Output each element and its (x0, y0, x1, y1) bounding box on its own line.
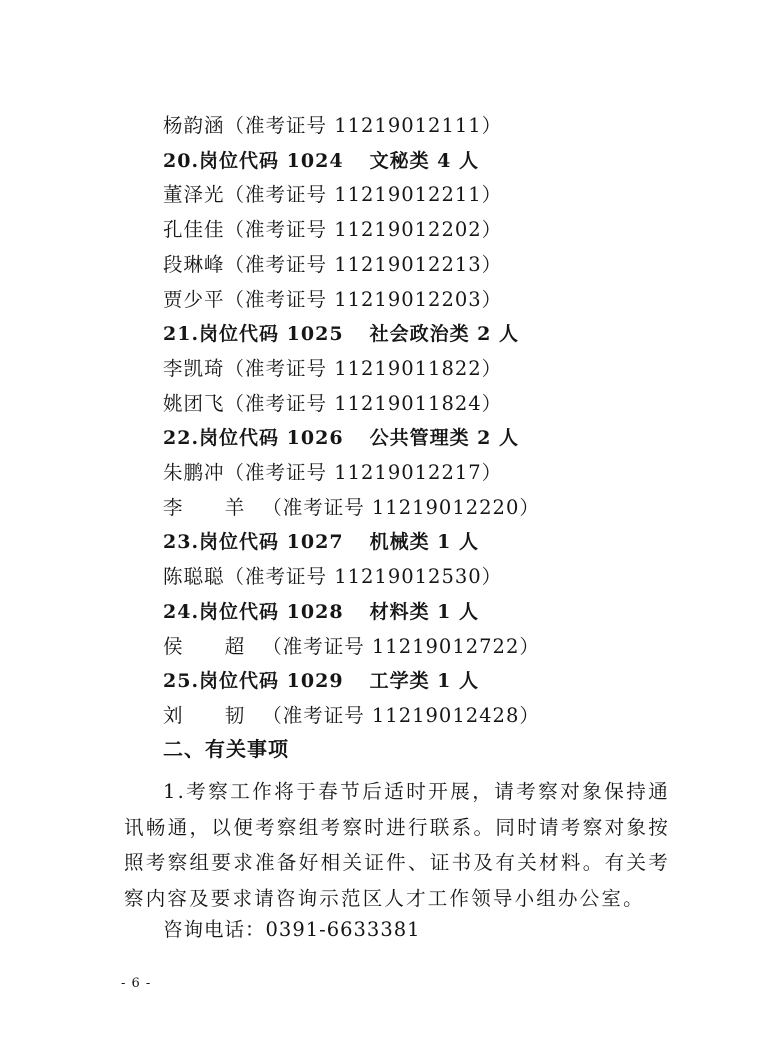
position-category: 文秘类 4 人 (369, 149, 480, 172)
ticket-number: （准考证号 11219012211） (224, 183, 503, 207)
position-category: 机械类 1 人 (369, 531, 480, 554)
ticket-number: （准考证号 11219012722） (262, 634, 540, 658)
position-code: 20.岗位代码 1024 (163, 149, 344, 172)
candidate-entry (163, 182, 502, 208)
candidate-name: 贾少平 (163, 287, 225, 311)
candidate-name: 段琳峰 (163, 252, 225, 276)
candidate-name: 李 羊 (163, 495, 263, 519)
candidate-name: 杨韵涵 (163, 114, 225, 137)
position-category: 工学类 1 人 (369, 670, 480, 693)
candidate-entry (163, 460, 502, 486)
ticket-number: （准考证号 11219012530） (224, 565, 503, 589)
section-title: 二、有关事项 (163, 737, 289, 761)
position-code: 25.岗位代码 1029 (163, 670, 344, 693)
candidate-entry (163, 217, 502, 243)
candidate-entry (163, 356, 502, 382)
notice-paragraph: 1.考察工作将于春节后适时开展，请考察对象保持通讯畅通，以便考察组考察时进行联系。同时请考察对象按照考察组要求准备好相关证件、证书及有关材料。有关考察内容及要求请咨询示范区人才工作领导小组办公室。 (124, 780, 670, 910)
position-heading (163, 668, 479, 694)
ticket-number: （准考证号 11219011824） (224, 391, 503, 415)
position-heading (163, 148, 479, 174)
candidate-name: 侯 超 (163, 634, 263, 658)
page-number: - 6 - (121, 976, 152, 991)
position-category: 社会政治类 2 人 (369, 323, 520, 346)
position-category: 公共管理类 2 人 (369, 427, 520, 450)
ticket-number: （准考证号 11219012428） (262, 703, 540, 727)
candidate-entry (163, 252, 502, 278)
phone-line: 咨询电话：0391-6633381 (163, 918, 421, 941)
ticket-number: （准考证号 11219012213） (224, 252, 503, 276)
position-code: 24.岗位代码 1028 (163, 600, 344, 623)
position-code: 21.岗位代码 1025 (163, 323, 344, 346)
position-heading (163, 529, 479, 555)
position-code: 22.岗位代码 1026 (163, 427, 344, 450)
candidate-entry (163, 634, 540, 660)
position-category: 材料类 1 人 (369, 600, 480, 623)
candidate-name: 董泽光 (163, 183, 225, 207)
ticket-number: （准考证号 11219012220） (262, 495, 540, 519)
ticket-number: （准考证号 11219012217） (224, 461, 503, 484)
candidate-name: 朱鹏冲 (163, 461, 225, 484)
ticket-number: （准考证号 11219011822） (224, 356, 503, 380)
candidate-entry (163, 703, 540, 729)
position-heading (163, 425, 519, 451)
position-heading (163, 321, 519, 347)
candidate-name: 姚团飞 (163, 391, 225, 415)
position-heading (163, 599, 479, 625)
candidate-entry (163, 564, 502, 590)
candidate-name: 陈聪聪 (163, 565, 225, 589)
ticket-number: （准考证号 11219012203） (224, 287, 503, 311)
position-code: 23.岗位代码 1027 (163, 531, 344, 554)
ticket-number: （准考证号 11219012202） (224, 218, 503, 242)
ticket-number: （准考证号 11219012111） (224, 114, 503, 137)
candidate-entry (163, 495, 540, 521)
candidate-name: 孔佳佳 (163, 218, 225, 242)
candidate-entry (163, 391, 502, 417)
candidate-name: 刘 韧 (163, 703, 263, 727)
candidate-name: 李凯琦 (163, 356, 225, 380)
candidate-entry (163, 113, 502, 139)
candidate-entry (163, 287, 502, 313)
